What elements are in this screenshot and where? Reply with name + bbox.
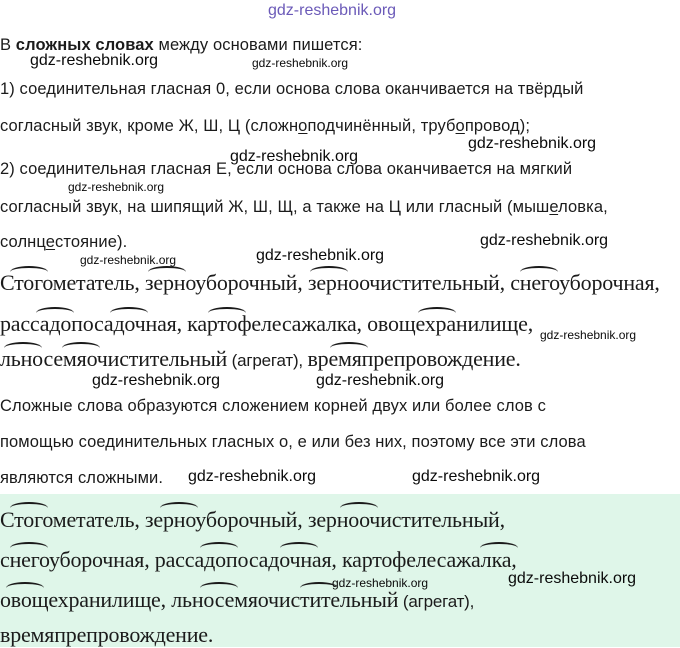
watermark: gdz-reshebnik.org — [540, 328, 637, 342]
text-run: (агрегат), — [227, 351, 308, 370]
connecting-vowel: о — [455, 117, 465, 135]
rule-item1-line1: 1) соединительная гласная 0, если основа слова оканчивается на твёрдый — [0, 80, 584, 98]
explanation-line2: помощью соединительных гласных о, е или без них, поэтому все эти слова — [0, 433, 586, 451]
text-run: солнц — [0, 233, 46, 251]
text-run: ловка, — [558, 198, 608, 216]
connecting-vowel: е — [549, 198, 559, 216]
watermark: gdz-reshebnik.org — [252, 56, 349, 70]
answer-line3 — [0, 587, 474, 613]
watermark: gdz-reshebnik.org — [30, 52, 159, 69]
rule-intro-bold: сложных словах — [15, 36, 154, 54]
watermark: gdz-reshebnik.org — [508, 570, 637, 587]
rule-item1-line2 — [0, 117, 530, 136]
explanation-line3: являются сложными. — [0, 469, 164, 487]
watermark: gdz-reshebnik.org — [92, 372, 221, 389]
watermark: gdz-reshebnik.org — [468, 135, 597, 152]
watermark: gdz-reshebnik.org — [480, 232, 609, 249]
watermark-top: gdz-reshebnik.org — [268, 2, 397, 19]
connecting-vowel: о — [298, 117, 308, 135]
rule-item2-line3 — [0, 233, 127, 252]
text-run: времяпрепровождение. — [307, 346, 521, 371]
answer-line4: времяпрепровождение. — [0, 622, 214, 647]
text-run: согласный звук, кроме Ж, Ш, Ц (сложн — [0, 117, 299, 135]
watermark: gdz-reshebnik.org — [412, 468, 541, 485]
text-run: стояние). — [55, 233, 128, 251]
text-run: (агрегат), — [398, 592, 475, 611]
rule-item2-line2 — [0, 198, 608, 217]
explanation-line1: Сложные слова образуются сложением корней двух или более слов с — [0, 397, 546, 415]
rule-item2-line1: 2) соединительная гласная Е, если основа слова оканчивается на мягкий — [0, 160, 573, 178]
rule-intro-suffix: между основами пишется: — [153, 36, 363, 54]
text-run: льносемяочистительный — [0, 346, 228, 371]
examples-line1: Стогометатель, зерноуборочный, зерноочистительный, снегоуборочная, — [0, 270, 660, 295]
connecting-vowel: е — [45, 233, 56, 251]
answer-line2: снегоуборочная, рассадопосадочная, картофелесажалка, — [0, 547, 517, 572]
examples-line2: рассадопосадочная, картофелесажалка, овощехранилище, — [0, 311, 534, 336]
watermark: gdz-reshebnik.org — [188, 468, 317, 485]
watermark: gdz-reshebnik.org — [332, 576, 429, 590]
text-run: согласный звук, на шипящий Ж, Ш, Щ, а также на Ц или гласный (мыш — [0, 198, 550, 216]
watermark: gdz-reshebnik.org — [316, 372, 445, 389]
watermark: gdz-reshebnik.org — [256, 247, 385, 264]
text-run: провод); — [464, 117, 531, 135]
rule-intro-prefix: В — [0, 36, 16, 54]
text-run: подчинённый, труб — [307, 117, 456, 135]
watermark: gdz-reshebnik.org — [80, 253, 177, 267]
examples-line3 — [0, 346, 521, 372]
watermark: gdz-reshebnik.org — [230, 148, 359, 165]
watermark: gdz-reshebnik.org — [68, 180, 165, 194]
answer-line1: Стогометатель, зерноуборочный, зерноочистительный, — [0, 507, 505, 532]
text-run: овощехранилище, льносемяочистительный — [0, 587, 399, 612]
